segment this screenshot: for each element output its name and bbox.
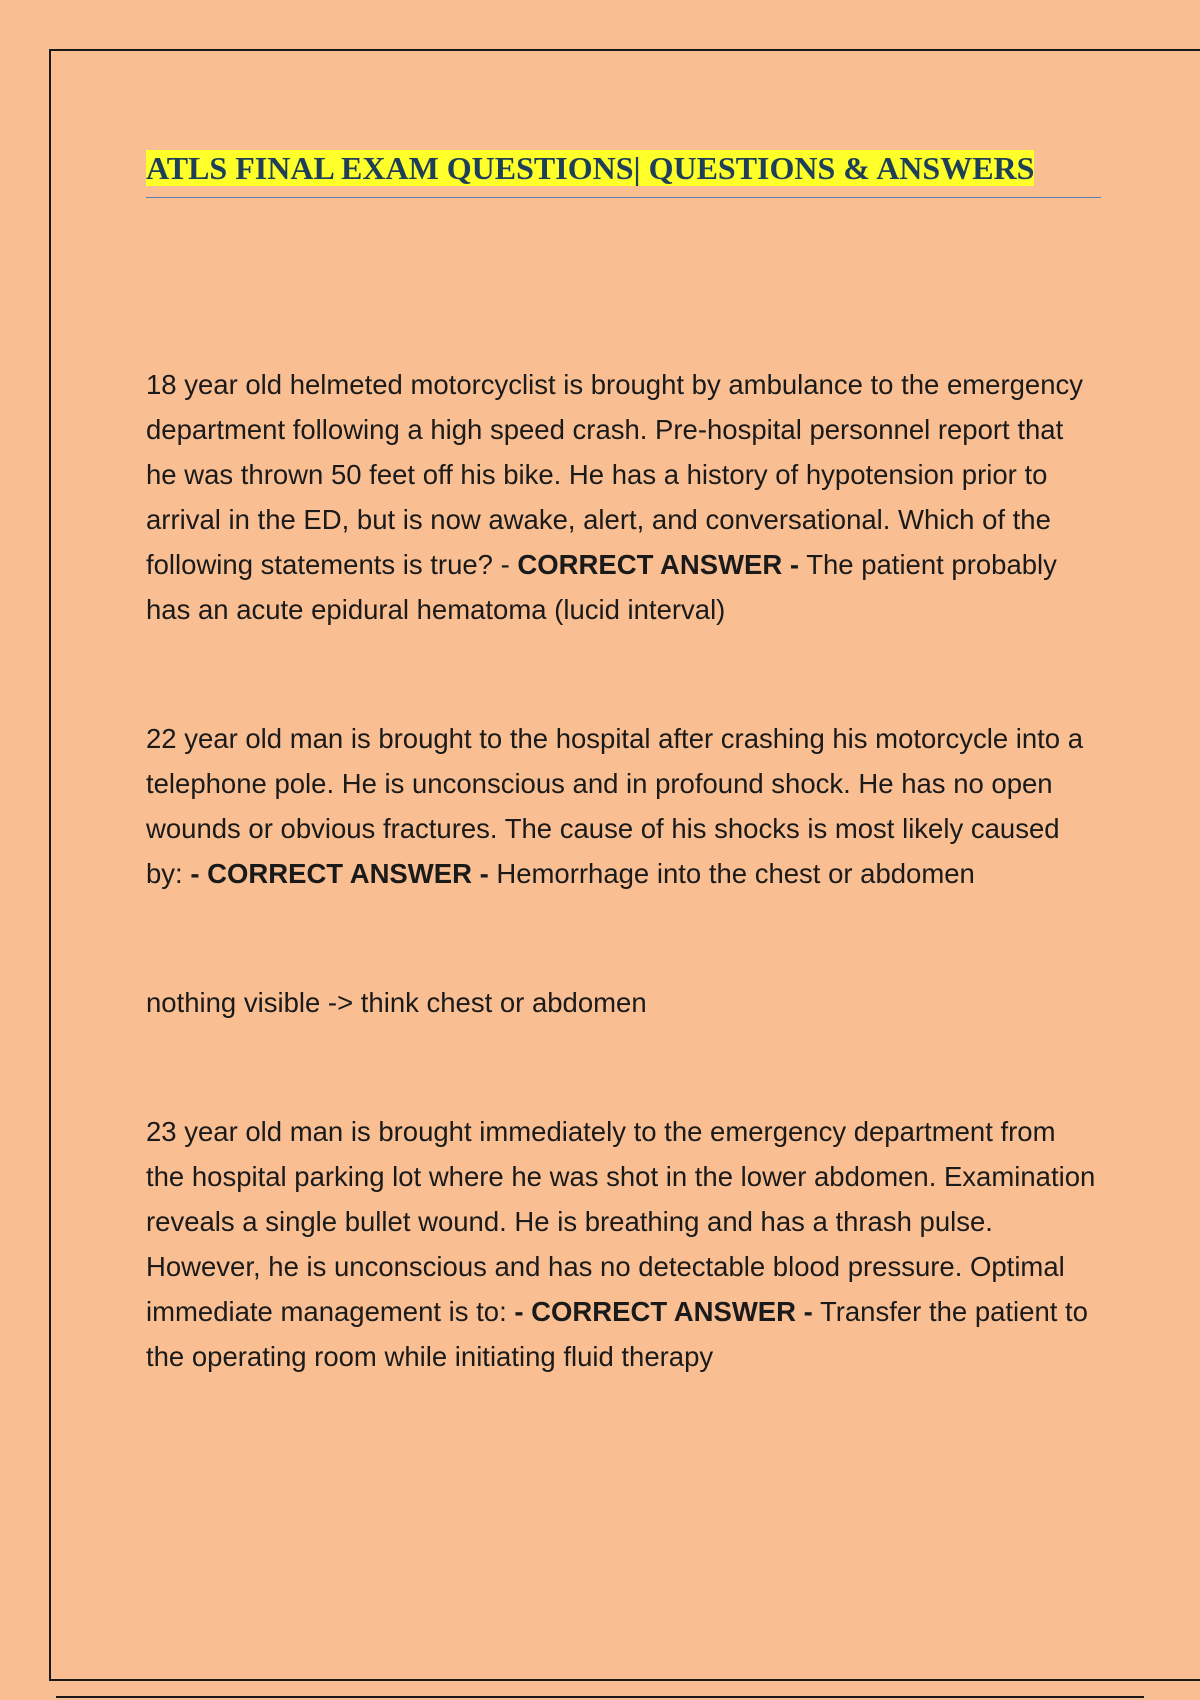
qa-item (146, 716, 1101, 896)
correct-answer-label: CORRECT ANSWER - (517, 549, 800, 580)
qa-item (146, 1109, 1101, 1379)
correct-answer-label: - CORRECT ANSWER - (190, 858, 489, 889)
answer-text: Transfer the patient to the operating room while initiating fluid therapy (146, 1296, 1088, 1372)
question-text: 18 year old helmeted motorcyclist is brought by ambulance to the emergency department following a high speed crash. Pre-hospital personnel report that he was thrown 50 feet off his bike. He has a history of hypotension prior to arrival in the ED, but is now awake, alert, and conversational. Which of the following statements is true? - (146, 369, 1084, 580)
title-block (146, 146, 1101, 198)
bottom-rule (56, 1696, 1144, 1698)
note-text: nothing visible -> think chest or abdomen (146, 987, 647, 1018)
correct-answer-label: - CORRECT ANSWER - (514, 1296, 813, 1327)
question-text: 22 year old man is brought to the hospital after crashing his motorcycle into a telephone pole. He is unconscious and in profound shock. He has no open wounds or obvious fractures. The cause of his shocks is most likely caused by: (146, 723, 1084, 889)
answer-text: Hemorrhage into the chest or abdomen (496, 858, 975, 889)
qa-item (146, 362, 1101, 632)
answer-text: The patient probably has an acute epidural hematoma (lucid interval) (146, 549, 1057, 625)
document-title: ATLS FINAL EXAM QUESTIONS| QUESTIONS & ANSWERS (146, 150, 1035, 186)
question-text: 23 year old man is brought immediately to the emergency department from the hospital parking lot where he was shot in the lower abdomen. Examination reveals a single bullet wound. He is breathing and has a thrash pulse. However, he is unconscious and has no detectable blood pressure. Optimal immediate management is to: (146, 1116, 1096, 1327)
document-body (146, 146, 1101, 1379)
